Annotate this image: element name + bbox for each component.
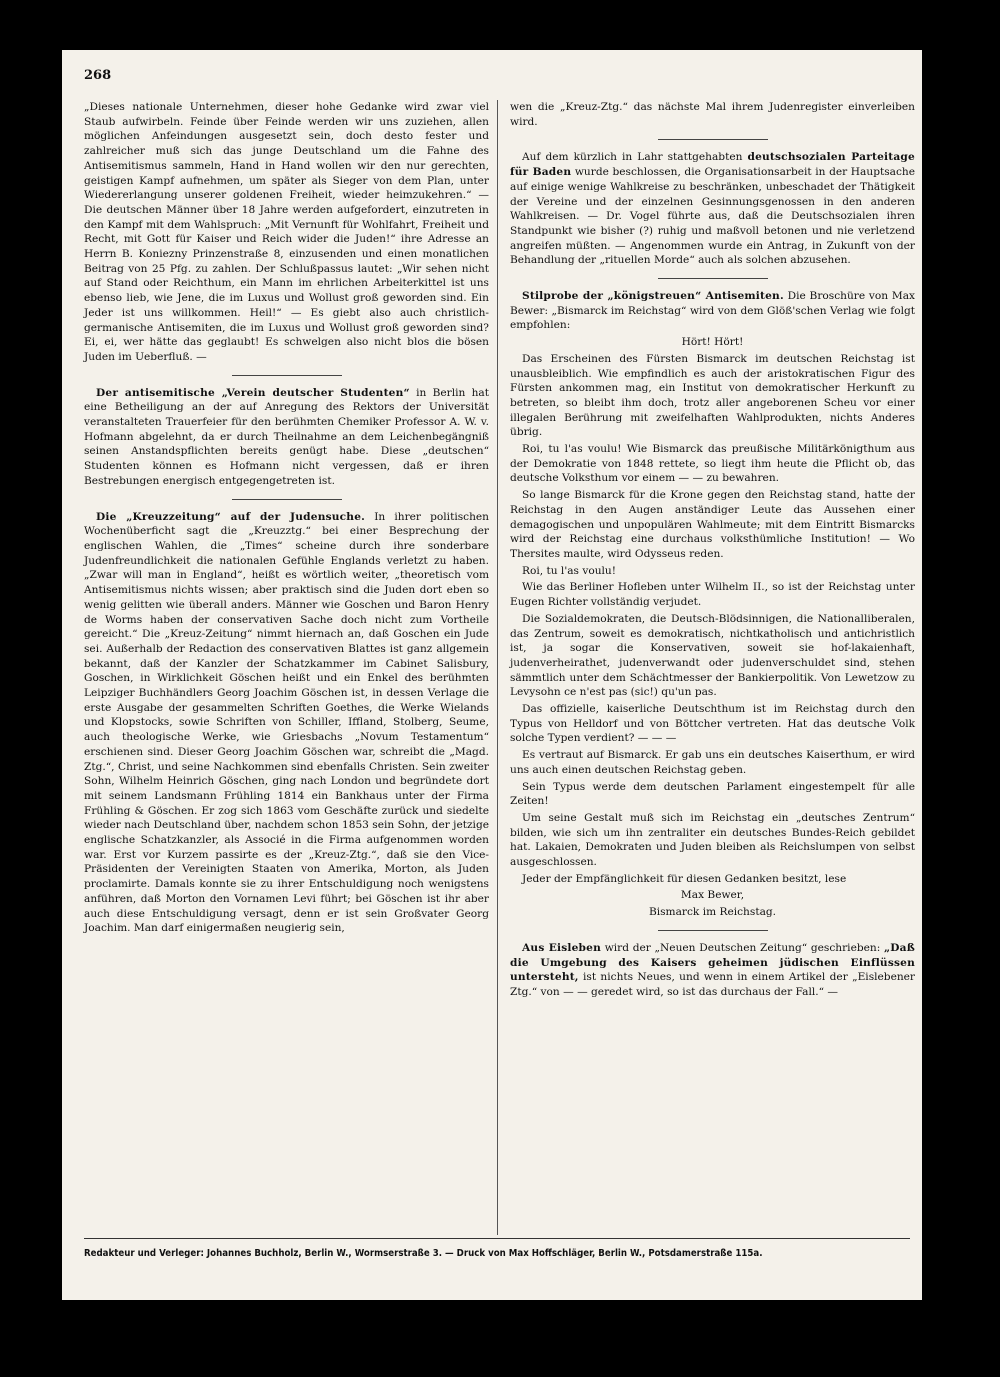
article-heading-umgebung: „Daß die Umgebung des Kaisers geheimen jüdischen Einflüssen untersteht, — [510, 941, 915, 984]
right-paragraph-2 — [510, 150, 915, 268]
signature-title: Bismarck im Reichstag. — [648, 906, 777, 919]
right-paragraph-15 — [510, 941, 915, 1000]
article-body-eisleben-2: ist nichts Neues, und wenn in einem Artikel der „Eislebener Ztg.“ von — — geredet wird, so ist das durchaus der Fall.“ — — [510, 971, 915, 998]
right-paragraph-6: So lange Bismarck für die Krone gegen den Reichstag stand, hatte der Reichstag in den Augen anständiger Leute das Aussehen einer demagogischen und unpopulären Wahlmeute; mit dem Eintritt Bismarcks wird der Reichstag eine durchaus volksthümliche Institution! — Wo Thersites maulte, wird Odysseus reden. — [510, 489, 915, 560]
section-divider — [232, 499, 342, 500]
right-paragraph-12: Sein Typus werde dem deutschen Parlament eingestempelt für alle Zeiten! — [510, 780, 915, 808]
page-number: 268 — [84, 68, 112, 83]
column-rule — [497, 100, 498, 1235]
article-heading-eisleben: Aus Eisleben — [522, 941, 601, 954]
article-heading-parteitag: deutschsozialen Parteitage für Baden — [510, 151, 915, 179]
right-paragraph-10: Das offizielle, kaiserliche Deutschthum ist im Reichstag durch den Typus von Helldorf und von Böttcher vertreten. Hat das deutsche Volk solche Typen verdient? — — — — [510, 703, 915, 745]
article-heading-studenten: Der antisemitische „Verein deutscher Studenten“ — [96, 386, 410, 399]
footer-rule — [84, 1238, 910, 1239]
right-paragraph-4: Das Erscheinen des Fürsten Bismarck im deutschen Reichstag ist unausbleiblich. Wie empfindlich es auch der aristokratischen Figur des Fürsten ankommen mag, ein Institut von demokratischer Herkunft zu betreten, so bleibt ihm doch, trotz aller angeborenen Scheu vor einer illegalen Berührung mit zweifelhaften Wahlprodukten, nichts Anderes übrig. — [510, 352, 915, 439]
newspaper-page — [62, 50, 922, 1300]
article-body-kreuzzeitung: In ihrer politischen Wochenüberficht sagt die „Kreuzztg.“ bei einer Besprechung der englischen Wahlen, die „Times“ scheine durch ihre sonderbare Judenfreundlichkeit die nationalen Gefühle Englands verletzt zu haben. „Zwar will man in England“, heißt es wörtlich weiter, „theoretisch vom Antisemitismus nichts wissen; aber praktisch sind die Juden dort eben so wenig gelitten wie überall anders. Männer wie Goschen und Baron Henry de Worms haben der conservativen Sache doch nicht zum Vortheile gereicht.“ Die „Kreuz-Zeitung“ nimmt hiernach an, daß Goschen ein Jude sei. Außerhalb der Redaction des conservativen Blattes ist ganz allgemein bekannt, daß der Kanzler der Schatzkammer im Cabinet Salisbury, Goschen, in Wirklichkeit Göschen heißt und ein Enkel des berühmten Leipziger Buchhändlers Georg Joachim Göschen ist, in dessen Verlage die erste Ausgabe der gesammelten Schriften Goethes, die Werke Wielands und Klopstocks, sowie Schriften von Schiller, Iffland, Stolberg, Seume, auch theologische Werke, wie Griesbachs „Novum Testamentum“ erschienen sind. Dieser Georg Joachim Göschen war, schreibt die „Magd. Ztg.“, Christ, und seine Nachkommen sind ebenfalls Christen. Sein zweiter Sohn, Wilhelm Heinrich Göschen, ging nach London und begründete dort mit seinem Landsmann Frühling 1814 ein Bankhaus unter der Firma Frühling & Göschen. Er zog sich 1863 vom Geschäfte zurück und siedelte wieder nach Deutschland über, nachdem schon 1853 sein Sohn, der jetzige englische Schatzkanzler, als Associé in die Firma aufgenommen worden war. Erst vor Kurzem passirte es der „Kreuz-Ztg.“, daß sie den Vice-Präsidenten der Vereinigten Staaten von Amerika, Morton, als Juden proclamirte. Damals konnte sie zu ihrer Entschuldigung noch wenigstens anführen, daß Morton den Vornamen Levi führt; bei Göschen ist ihr aber auch diese Entschuldigung versagt, denn er ist sein Großvater Georg Joachim. Man darf einigermaßen neugierig sein, — [84, 510, 489, 935]
left-column — [84, 100, 489, 938]
article-body-eisleben-1: wird der „Neuen Deutschen Zeitung“ geschrieben: — [601, 941, 884, 954]
right-paragraph-11: Es vertraut auf Bismarck. Er gab uns ein deutsches Kaiserthum, er wird uns auch einen deutschen Reichstag geben. — [510, 749, 915, 776]
section-divider — [658, 278, 768, 279]
article-body-studenten: in Berlin hat eine Betheiligung an der auf Anregung des Rektors der Universität veranstalteten Trauerfeier für den berühmten Chemiker Professor A. W. v. Hofmann abgelehnt, da er durch Theilnahme an dem Leichenbegängniß seinen Anstandspflichten bereits genügt habe. Diese „deutschen“ Studenten können es Hofmann nicht vergessen, daß er ihren Bestrebungen energisch entgegengetreten ist. — [84, 386, 489, 487]
right-paragraph-9: Die Sozialdemokraten, die Deutsch-Blödsinnigen, die Nationalliberalen, das Zentrum, soweit es demokratisch, nichtkatholisch und antichristlich ist, ja sogar die Konservativen, soweit sie hof-lakaienhaft, judenverheirathet, judenverwandt oder judenverschuldet sind, stehen sämmtlich unter dem Schächtmesser der Bankierpolitik. Von Lewetzow zu Levysohn ce n'est pas (sic!) qu'un pas. — [510, 612, 915, 699]
left-paragraph-1: „Dieses nationale Unternehmen, dieser hohe Gedanke wird zwar viel Staub aufwirbeln. Feinde über Feinde werden wir uns zuziehen, allen möglichen Anfeindungen ausgesetzt sein, doch desto fester und zahlreicher muß sich das junge Deutschland um die Fahne des Antisemitismus sammeln, Hand in Hand wollen wir den nur gerechten, geistigen Kampf aufnehmen, um später als Sieger von dem Plan, unter Wiedererlangung unserer goldenen Freiheit, wieder heimzukehren.“ — Die deutschen Männer über 18 Jahre werden aufgefordert, einzutreten in den Kampf mit dem Wahlspruch: „Mit Vernunft für Wohlfahrt, Freiheit und Recht, mit Gott für Kaiser und Reich wider die Juden!“ ihre Adresse an Herrn B. Koniezny Prinzenstraße 8, einzusenden und einen monatlichen Beitrag von 25 Pfg. zu zahlen. Der Schlußpassus lautet: „Wir sehen nicht auf Stand oder Reichthum, ein Mann im ehrlichen Arbeiterkittel ist uns ebenso lieb, wie Jene, die im Luxus und Wollust groß geworden sind. Ein Jeder ist uns willkommen. Heil!“ — Es giebt also auch christlich-germanische Antisemiten, die im Luxus und Wollust groß geworden sind? Ei, ei, wer hätte das geglaubt! Es schwelgen also nicht blos die bösen Juden im Ueberfluß. — — [84, 101, 489, 363]
imprint-footer: Redakteur und Verleger: Johannes Buchholz, Berlin W., Wormserstraße 3. — Druck von Max Hoffschläger, Berlin W., Potsdamerstraße 115a. — [84, 1248, 763, 1259]
section-divider — [232, 375, 342, 376]
hoert-hoert: Hört! Hört! — [681, 336, 744, 349]
article-body-parteitag: wurde beschlossen, die Organisationsarbeit in der Hauptsache auf einige wenige Wahlkreise zu beschränken, unbeschadet der Thätigkeit der Vereine und der einzelnen Gesinnungsgenossen in den anderen Wahlkreisen. — Dr. Vogel führte aus, daß die Deutschsozialen ihren Standpunkt wie bisher (?) ruhig und maßvoll betonen und nie verletzend angreifen müßten. — Angenommen wurde ein Antrag, in Zukunft von der Behandlung der „rituellen Morde“ auch als solchen abzusehen. — [510, 166, 916, 267]
right-paragraph-5: Roi, tu l'as voulu! Wie Bismarck das preußische Militärkönigthum aus der Demokratie von 1848 rettete, so liegt ihm heute die Pflicht ob, das deutsche Volksthum vor einem — — zu bewahren. — [510, 443, 915, 485]
section-divider — [658, 930, 768, 931]
article-intro-lahr: Auf dem kürzlich in Lahr stattgehabten — [522, 151, 748, 164]
right-paragraph-1: wen die „Kreuz-Ztg.“ das nächste Mal ihrem Judenregister einverleiben wird. — [510, 101, 915, 128]
left-paragraph-2 — [84, 386, 489, 489]
section-divider — [658, 139, 768, 140]
signature-author: Max Bewer, — [680, 889, 745, 902]
right-paragraph-7: Roi, tu l'as voulu! — [522, 564, 616, 577]
right-paragraph-13: Um seine Gestalt muß sich im Reichstag ein „deutsches Zentrum“ bilden, wie sich um ihn zentraliter ein deutsches Bundes-Reich gebildet hat. Lakaien, Demokraten und Juden bleiben als Reichslumpen von selbst ausgeschlossen. — [510, 811, 915, 869]
article-heading-kreuzzeitung: Die „Kreuzzeitung“ auf der Judensuche. — [96, 510, 366, 523]
article-body-stilprobe: Die Broschüre von Max Bewer: „Bismarck im Reichstag“ wird von dem Glöß'schen Verlag wie folgt empfohlen: — [510, 290, 915, 332]
right-column — [510, 100, 915, 1002]
article-heading-stilprobe: Stilprobe der „königstreuen“ Antisemiten. — [522, 290, 784, 303]
right-paragraph-8: Wie das Berliner Hofleben unter Wilhelm II., so ist der Reichstag unter Eugen Richter vollständig verjudet. — [510, 581, 915, 609]
right-paragraph-3 — [510, 289, 915, 333]
right-paragraph-14: Jeder der Empfänglichkeit für diesen Gedanken besitzt, lese — [522, 872, 847, 885]
left-paragraph-3 — [84, 510, 489, 936]
